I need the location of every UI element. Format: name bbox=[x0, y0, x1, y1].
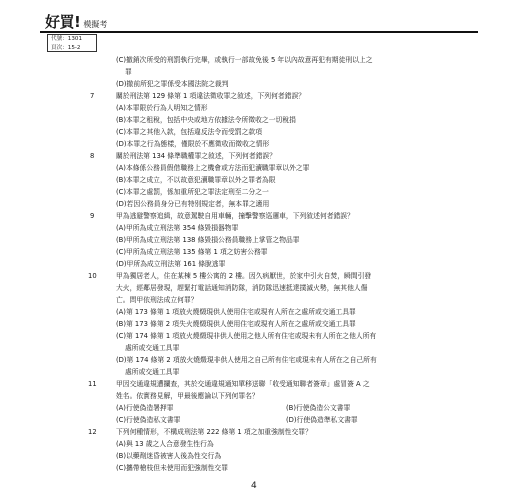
option-b: (B)以藥劑迷昏被害人後為性交行為 bbox=[116, 452, 222, 460]
option-c: (C)第 174 條第 1 項放火燒燬現非供人使用之他人所有住宅或現未有人所在之他人所有 bbox=[116, 332, 377, 340]
prev-option-c: (C)撤銷次所受的刑罰執行完畢，或執行一部故免後 5 年以內故意再犯有期徒刑以上之 bbox=[116, 56, 373, 64]
exam-code: 代號：1301 bbox=[51, 36, 83, 42]
exam-code-box bbox=[47, 34, 97, 52]
option-b: (B)本罪之租稅，包括中央或地方依據法令所徵收之一切稅捐 bbox=[116, 116, 296, 124]
prev-option-c-cont: 罪 bbox=[125, 68, 132, 76]
option-c-cont: 處所或交通工具罪 bbox=[125, 344, 180, 352]
option-d: (D)若因公務員身分已有特別規定者，無本罪之適用 bbox=[116, 200, 270, 208]
question-stem: 甲因交通違規遭攔查，其於交通違規通知單移送聯「收受通知聯者簽章」處冒簽 A 之 bbox=[116, 380, 370, 388]
option-d: (D)行使偽造準私文書罪 bbox=[286, 416, 358, 424]
page-count: 頁次：15-2 bbox=[51, 44, 81, 51]
question-number: 11 bbox=[88, 380, 97, 388]
brand-subtitle: 模擬考 bbox=[83, 20, 108, 29]
option-a: (A)與 13 歲之人合意發生性行為 bbox=[116, 440, 214, 448]
header bbox=[45, 10, 107, 30]
question-number: 8 bbox=[90, 152, 95, 160]
option-c: (C)甲所為成立刑法第 135 條第 1 項之妨害公務罪 bbox=[116, 248, 268, 256]
option-c: (C)行使偽造私文書罪 bbox=[116, 416, 181, 424]
question-stem: 關於刑法第 129 條第 1 項違法徵收罪之敘述，下列何者錯誤？ bbox=[116, 92, 306, 100]
question-stem-cont: 亡。問甲依刑法成立何罪？ bbox=[116, 296, 198, 304]
question-stem: 甲為獨居老人，住在某棟 5 樓公寓的 2 樓。因久病厭世，於家中引火自焚，瞬間引發 bbox=[116, 272, 372, 280]
brand-logo: 好買! bbox=[45, 13, 81, 31]
question-stem: 下列何種情形，不構成刑法第 222 條第 1 項之加重強制性交罪？ bbox=[116, 428, 312, 436]
question-stem: 甲為逃避警察追緝，故意駕駛自用車輛，撞擊警察巡邏車，下列敘述何者錯誤？ bbox=[116, 212, 354, 220]
question-number: 10 bbox=[88, 272, 97, 280]
option-c: (C)攜帶槍枝但未使用而犯強制性交罪 bbox=[116, 464, 229, 472]
option-b: (B)本罪之成立，不以故意犯瀆職罪章以外之罪者為限 bbox=[116, 176, 276, 184]
option-d: (D)本罪之行為態樣，僅限於不應徵收而徵收之情形 bbox=[116, 140, 270, 148]
question-stem: 關於刑法第 134 條準職權罪之敘述，下列何者錯誤？ bbox=[116, 152, 277, 160]
question-stem-cont: 大火，經鄰居發現，趕緊打電話通知消防隊，消防隊迅速抵達撲滅火勢，無其他人傷 bbox=[116, 284, 368, 292]
option-b: (B)第 173 條第 2 項失火燒燬現供人使用住宅或現有人所在之處所或交通工具罪 bbox=[116, 320, 356, 328]
question-number: 9 bbox=[90, 212, 95, 220]
header-rule bbox=[40, 31, 478, 33]
option-c: (C)本罪之處罰，係加重所犯之罪法定刑至二分之一 bbox=[116, 188, 269, 196]
option-b: (B)甲所為成立刑法第 138 條毀損公務員職務上掌管之物品罪 bbox=[116, 236, 300, 244]
question-number: 12 bbox=[88, 428, 97, 436]
option-a: (A)本條係公務員假借職務上之機會或方法而犯瀆職罪章以外之罪 bbox=[116, 164, 310, 172]
option-a: (A)甲所為成立刑法第 354 條毀損器物罪 bbox=[116, 224, 239, 232]
option-c: (C)本罪之其他入款，包括違反法令而受罰之款項 bbox=[116, 128, 262, 136]
prev-option-d: (D)撤前所犯之罪係受本國法院之裁判 bbox=[116, 80, 229, 88]
option-d: (D)第 174 條第 2 項放火燒燬現非供人使用之自己所有住宅或現未有人所在之自己所有 bbox=[116, 356, 377, 364]
page-number: 4 bbox=[251, 481, 257, 491]
option-b: (B)行使偽造公文書罪 bbox=[286, 404, 351, 412]
question-number: 7 bbox=[90, 92, 95, 100]
option-a: (A)第 173 條第 1 項放火燒燬現供人使用住宅或現有人所在之處所或交通工具罪 bbox=[116, 308, 356, 316]
question-stem-cont: 姓名。依實務見解，甲最後應論以下列何罪名？ bbox=[116, 392, 259, 400]
option-a: (A)行使偽造署押罪 bbox=[116, 404, 174, 412]
option-a: (A)本罪限於行為人明知之情形 bbox=[116, 104, 208, 112]
option-d-cont: 處所或交通工具罪 bbox=[125, 368, 180, 376]
option-d: (D)甲所為成立刑法第 161 條脫逃罪 bbox=[116, 260, 226, 268]
